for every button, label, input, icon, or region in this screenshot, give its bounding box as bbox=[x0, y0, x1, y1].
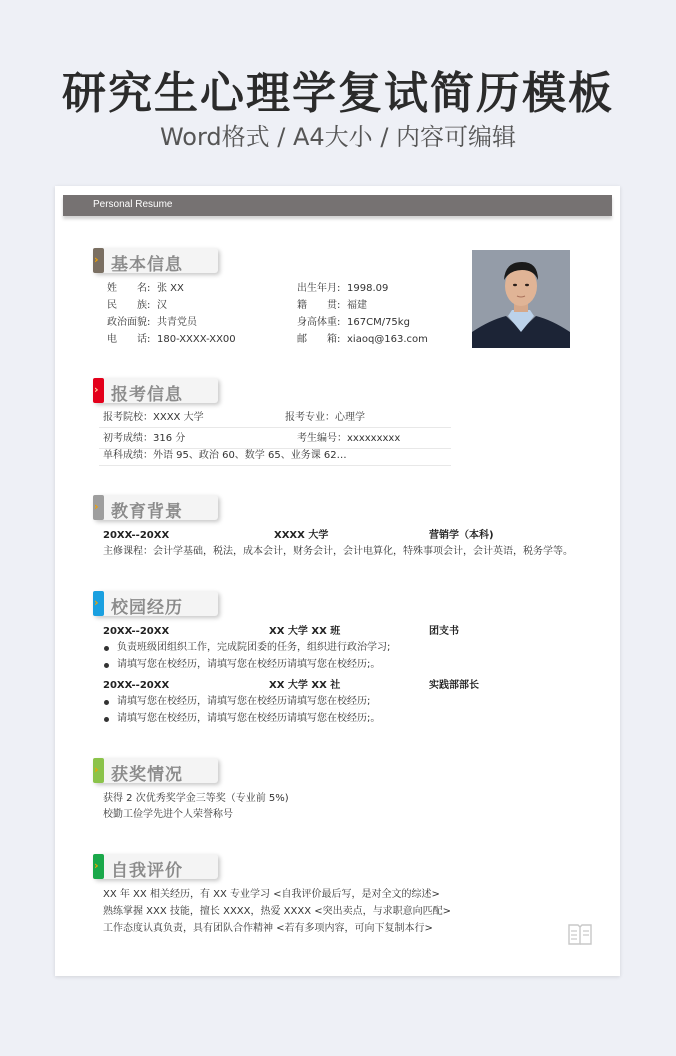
politics-label: 政治面貌: bbox=[107, 317, 151, 328]
edu-degree: 营销学（本科) bbox=[429, 530, 494, 541]
section-title: 教育背景 bbox=[111, 502, 183, 522]
campus-bullet: 请填写您在校经历，请填写您在校经历请填写您在校经历;。 bbox=[117, 659, 381, 670]
email-value: xiaoq@163.com bbox=[347, 334, 428, 345]
section-title: 自我评价 bbox=[111, 861, 183, 881]
chevron-right-icon: › bbox=[94, 253, 99, 266]
divider bbox=[99, 465, 451, 466]
edu-period: 20XX--20XX bbox=[103, 530, 170, 541]
ethnic-label: 民 族: bbox=[107, 300, 151, 311]
resume-page bbox=[55, 186, 620, 976]
self-item: 工作态度认真负责，具有团队合作精神 <若有多项内容，可向下复制本行> bbox=[103, 923, 433, 934]
exam-subjects: 单科成绩：外语 95、政治 60、数学 65、业务课 62… bbox=[103, 450, 347, 461]
section-header-campus bbox=[93, 591, 218, 616]
hometown-value: 福建 bbox=[347, 300, 367, 311]
edu-courses: 主修课程：会计学基础，税法，成本会计，财务会计，会计电算化，特殊事项会计，会计英语，税务学等。 bbox=[103, 546, 573, 557]
birth-value: 1998.09 bbox=[347, 283, 389, 294]
chevron-right-icon: › bbox=[94, 383, 99, 396]
document-icon bbox=[567, 922, 593, 946]
section-header-self bbox=[93, 854, 218, 879]
section-tab bbox=[93, 495, 104, 520]
chevron-right-icon: › bbox=[94, 596, 99, 609]
self-item: 熟练掌握 XXX 技能，擅长 XXXX，热爱 XXXX <突出卖点，与求职意向匹配> bbox=[103, 906, 452, 917]
campus-role: 实践部部长 bbox=[429, 680, 479, 691]
campus-role: 团支书 bbox=[429, 626, 459, 637]
body-value: 167CM/75kg bbox=[347, 317, 410, 328]
email-label: 邮 箱: bbox=[297, 334, 341, 345]
section-title: 校园经历 bbox=[111, 598, 183, 618]
campus-bullet: 请填写您在校经历，请填写您在校经历请填写您在校经历; bbox=[117, 696, 371, 707]
bullet-dot bbox=[104, 663, 109, 668]
chevron-right-icon: › bbox=[94, 500, 99, 513]
resume-header-bar bbox=[63, 195, 612, 216]
award-item: 获得 2 次优秀奖学金三等奖（专业前 5%) bbox=[103, 793, 289, 804]
campus-org: XX 大学 XX 社 bbox=[269, 680, 341, 691]
banner-title: 研究生心理学复试简历模板 bbox=[62, 68, 614, 119]
resume-header-label: Personal Resume bbox=[93, 199, 173, 210]
section-tab bbox=[93, 758, 104, 783]
exam-major: 报考专业：心理学 bbox=[285, 412, 365, 423]
award-item: 校勤工俭学先进个人荣誉称号 bbox=[103, 809, 233, 820]
exam-score: 初考成绩：316 分 bbox=[103, 433, 186, 444]
section-header-awards bbox=[93, 758, 218, 783]
section-tab bbox=[93, 854, 104, 879]
divider bbox=[99, 427, 451, 428]
exam-school: 报考院校：XXXX 大学 bbox=[103, 412, 204, 423]
chevron-right-icon: › bbox=[94, 763, 99, 776]
bullet-dot bbox=[104, 717, 109, 722]
section-tab bbox=[93, 378, 104, 403]
campus-period: 20XX--20XX bbox=[103, 626, 170, 637]
campus-bullet: 请填写您在校经历，请填写您在校经历请填写您在校经历;。 bbox=[117, 713, 381, 724]
section-title: 基本信息 bbox=[111, 255, 183, 275]
section-title: 获奖情况 bbox=[111, 765, 183, 785]
section-header-basic bbox=[93, 248, 218, 273]
hometown-label: 籍 贯: bbox=[297, 300, 341, 311]
banner-subtitle: Word格式 / A4大小 / 内容可编辑 bbox=[159, 123, 517, 151]
portrait-graphic bbox=[472, 250, 570, 348]
ethnic-value: 汉 bbox=[157, 300, 167, 311]
chevron-right-icon: › bbox=[94, 859, 99, 872]
body-label: 身高体重: bbox=[297, 317, 341, 328]
politics-value: 共青党员 bbox=[157, 317, 197, 328]
bullet-dot bbox=[104, 700, 109, 705]
section-header-education bbox=[93, 495, 218, 520]
name-value: 张 XX bbox=[157, 283, 184, 294]
self-item: XX 年 XX 相关经历，有 XX 专业学习 <自我评价最后写，是对全文的综述> bbox=[103, 889, 440, 900]
campus-bullet: 负责班级团组织工作，完成院团委的任务，组织进行政治学习; bbox=[117, 642, 391, 653]
section-header-exam bbox=[93, 378, 218, 403]
bullet-dot bbox=[104, 646, 109, 651]
birth-label: 出生年月: bbox=[297, 283, 341, 294]
section-tab bbox=[93, 248, 104, 273]
section-title: 报考信息 bbox=[111, 385, 183, 405]
phone-label: 电 话: bbox=[107, 334, 151, 345]
phone-value: 180-XXXX-XX00 bbox=[157, 334, 236, 345]
section-tab bbox=[93, 591, 104, 616]
exam-number: 考生编号：xxxxxxxxx bbox=[297, 433, 401, 444]
name-label: 姓 名: bbox=[107, 283, 151, 294]
campus-period: 20XX--20XX bbox=[103, 680, 170, 691]
campus-org: XX 大学 XX 班 bbox=[269, 626, 341, 637]
edu-school: XXXX 大学 bbox=[274, 530, 329, 541]
portrait-photo bbox=[472, 250, 570, 348]
